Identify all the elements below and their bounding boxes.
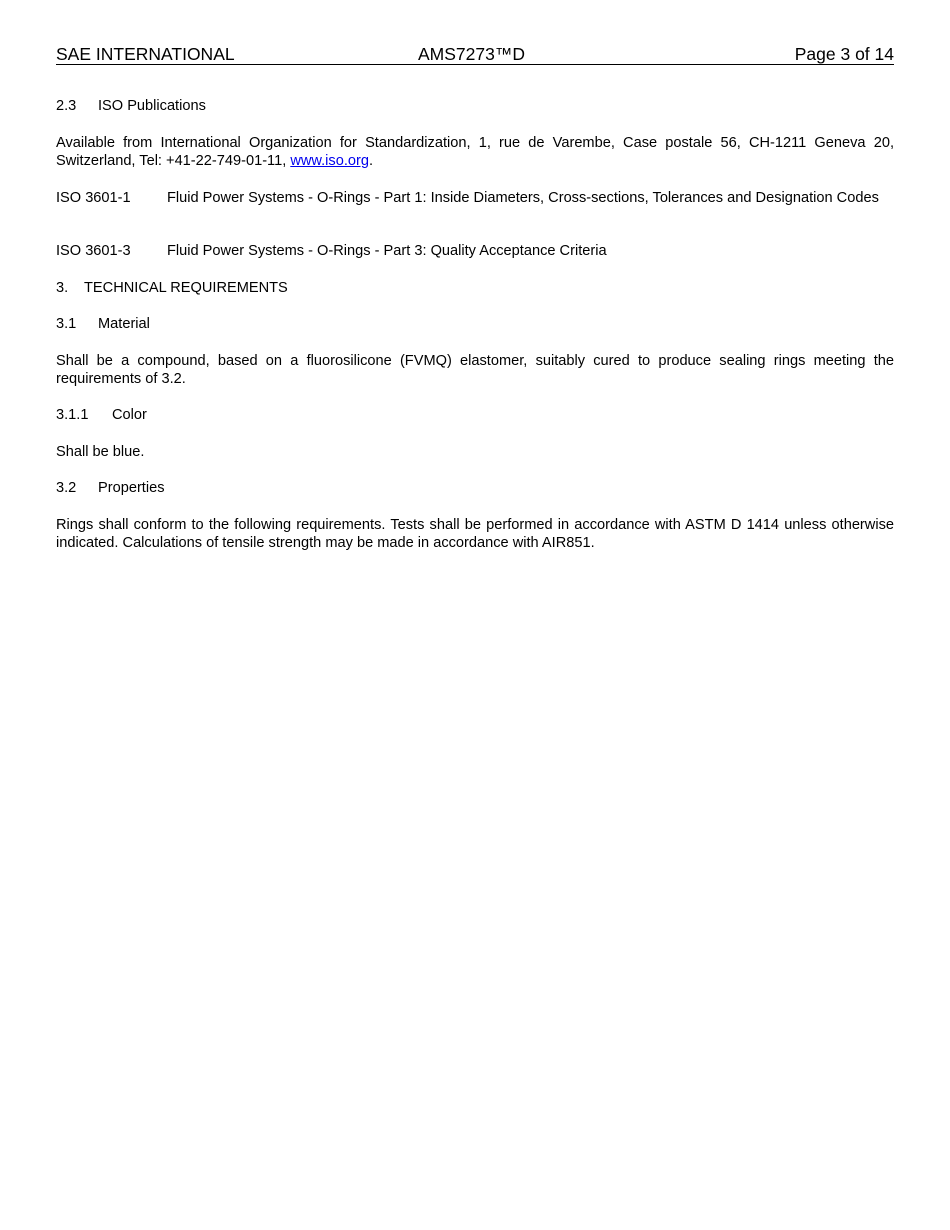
- section-number: 3.1.1: [56, 407, 89, 423]
- reference-id: ISO 3601-3: [56, 243, 131, 259]
- section-number: 3.2: [56, 480, 77, 496]
- iso-availability-text: Available from International Organization for Standardization, 1, rue de Varembe, Case postale 56, CH-1211 Geneva 20, Switzerland, Tel: +41-22-749-01-11,: [56, 135, 894, 169]
- iso-availability-paragraph: [56, 134, 894, 170]
- section-title: Material: [98, 316, 150, 332]
- page-header: [56, 44, 894, 65]
- section-number: 3.: [56, 280, 69, 296]
- section-heading-2-3: [56, 97, 206, 115]
- section-heading-3-1-1: [56, 406, 147, 424]
- section-title: TECHNICAL REQUIREMENTS: [84, 280, 288, 296]
- properties-text: Rings shall conform to the following requirements. Tests shall be performed in accordance with ASTM D 1414 unless otherwise indicated. Calculations of tensile strength may be made in accordance with AIR851.: [56, 517, 894, 551]
- iso-website-link[interactable]: www.iso.org: [290, 153, 369, 169]
- color-paragraph: [56, 443, 894, 461]
- section-heading-3: [56, 279, 288, 297]
- header-org: SAE INTERNATIONAL: [56, 44, 235, 64]
- header-page-number: Page 3 of 14: [794, 44, 894, 64]
- iso-availability-end: .: [368, 153, 374, 169]
- section-title: ISO Publications: [98, 98, 206, 114]
- material-paragraph: [56, 352, 894, 388]
- section-number: 3.1: [56, 316, 77, 332]
- reference-title: Fluid Power Systems - O-Rings - Part 1: Inside Diameters, Cross-sections, Tolerances and Designation Codes: [167, 190, 879, 206]
- section-heading-3-1: [56, 315, 150, 333]
- header-doc-id: AMS7273™D: [418, 44, 525, 64]
- section-heading-3-2: [56, 479, 165, 497]
- reference-title: Fluid Power Systems - O-Rings - Part 3: Quality Acceptance Criteria: [167, 243, 607, 259]
- section-number: 2.3: [56, 98, 77, 114]
- section-title: Color: [112, 407, 147, 423]
- section-title: Properties: [98, 480, 165, 496]
- color-text: Shall be blue.: [56, 444, 145, 460]
- material-text: Shall be a compound, based on a fluorosilicone (FVMQ) elastomer, suitably cured to produce sealing rings meeting the requirements of 3.2.: [56, 353, 894, 387]
- reference-id: ISO 3601-1: [56, 190, 131, 206]
- properties-paragraph: [56, 516, 894, 552]
